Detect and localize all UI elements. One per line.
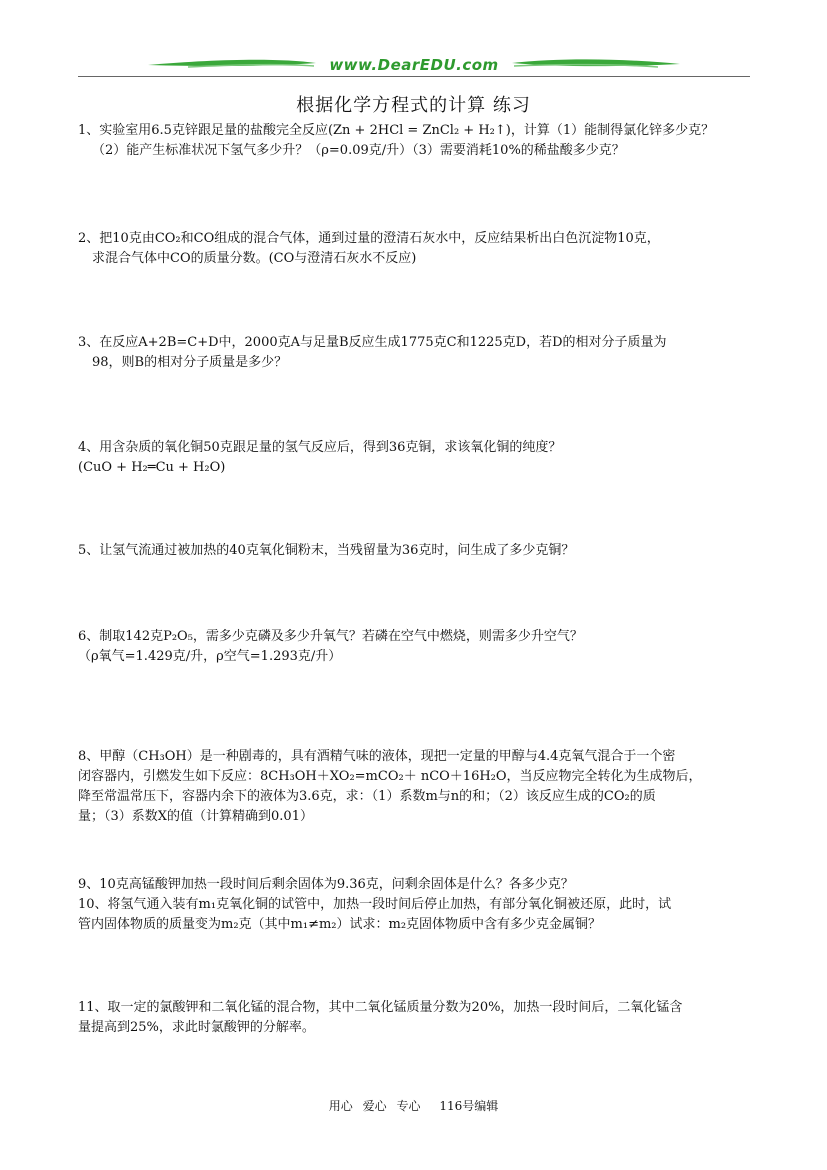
- page-title: 根据化学方程式的计算 练习: [296, 95, 531, 116]
- question-line: 6、制取142克P₂O₅，需多少克磷及多少升氧气？若磷在空气中燃烧，则需多少升空气？: [78, 629, 583, 644]
- question-8: [78, 747, 754, 827]
- footer-editor-number: 116号编辑: [439, 1099, 499, 1113]
- question-5: [78, 541, 754, 561]
- question-line: （ρ氧气=1.429克/升，ρ空气=1.293克/升）: [78, 649, 342, 664]
- page-footer: [0, 1097, 827, 1114]
- question-line: 管内固体物质的质量变为m₂克（其中m₁≠m₂）试求：m₂克固体物质中含有多少克金属铜？: [78, 917, 602, 932]
- question-line: 98，则B的相对分子质量是多少？: [92, 355, 288, 370]
- question-line: 量；（3）系数X的值（计算精确到0.01）: [78, 809, 313, 824]
- question-line: (CuO + H₂═Cu + H₂O): [78, 460, 226, 475]
- question-6: [78, 627, 754, 667]
- question-3: [78, 333, 754, 373]
- question-4: [78, 438, 754, 478]
- question-line: 3、在反应A+2B=C+D中，2000克A与足量B反应生成1775克C和1225克D，若D的相对分子质量为: [78, 335, 667, 350]
- footer-item: 专心: [396, 1099, 421, 1113]
- question-9-10: [78, 875, 754, 935]
- question-1: [78, 121, 754, 161]
- question-line: 8、甲醇（CH₃OH）是一种剧毒的，具有酒精气味的液体，现把一定量的甲醇与4.4克氧气混合于一个密: [78, 749, 676, 764]
- question-line: 11、取一定的氯酸钾和二氧化锰的混合物，其中二氧化锰质量分数为20%，加热一段时间后，二氧化锰含: [78, 1000, 683, 1015]
- question-line: 10、将氢气通入装有m₁克氧化铜的试管中，加热一段时间后停止加热，有部分氧化铜被还原，此时，试: [78, 897, 672, 912]
- question-line: 5、让氢气流通过被加热的40克氧化铜粉末，当残留量为36克时，问生成了多少克铜？: [78, 543, 575, 558]
- question-line: 2、把10克由CO₂和CO组成的混合气体，通到过量的澄清石灰水中，反应结果析出白色沉淀物10克，: [78, 231, 660, 246]
- question-11: [78, 998, 754, 1038]
- footer-item: 用心: [328, 1099, 353, 1113]
- question-line: 9、10克高锰酸钾加热一段时间后剩余固体为9.36克，问剩余固体是什么？各多少克？: [78, 877, 574, 892]
- question-line: （2）能产生标准状况下氢气多少升？（ρ=0.09克/升）（3）需要消耗10%的稀盐酸多少克？: [92, 143, 625, 158]
- question-line: 求混合气体中CO的质量分数。(CO与澄清石灰水不反应): [92, 251, 417, 266]
- footer-item: 爱心: [362, 1099, 387, 1113]
- question-line: 降至常温常压下，容器内余下的液体为3.6克，求：（1）系数m与n的和；（2）该反应生成的CO₂的质: [78, 789, 656, 804]
- question-line: 1、实验室用6.5克锌跟足量的盐酸完全反应(Zn + 2HCl = ZnCl₂ + H₂↑)，计算（1）能制得氯化锌多少克？: [78, 123, 715, 138]
- header-rule: [78, 76, 750, 77]
- question-2: [78, 229, 754, 269]
- site-header: [78, 52, 750, 78]
- question-line: 闭容器内，引燃发生如下反应：8CH₃OH＋XO₂=mCO₂＋ nCO＋16H₂O，当反应物完全转化为生成物后，: [78, 769, 702, 784]
- question-line: 4、用含杂质的氧化铜50克跟足量的氢气反应后，得到36克铜，求该氧化铜的纯度？: [78, 440, 562, 455]
- question-line: 量提高到25%，求此时氯酸钾的分解率。: [78, 1020, 315, 1035]
- site-logo-text[interactable]: www.DearEDU.com: [329, 56, 499, 74]
